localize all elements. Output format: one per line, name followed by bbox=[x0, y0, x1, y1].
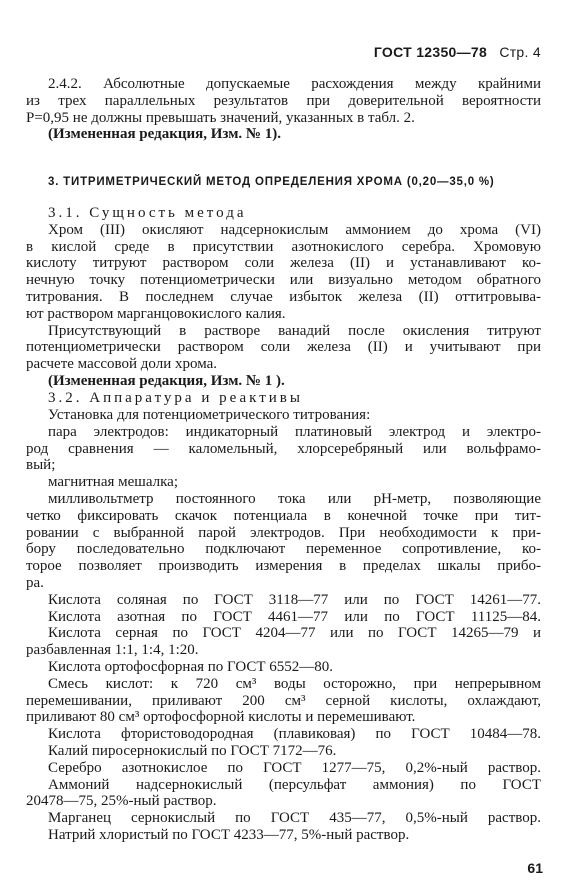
text-line: пара электродов: индикаторный платиновый электрод и электро- bbox=[48, 423, 541, 440]
standard-number: ГОСТ 12350—78 bbox=[373, 44, 488, 60]
text-line: Кислота фтористоводородная (плавиковая) по ГОСТ 10484—78. bbox=[48, 726, 541, 743]
text-line: Кислота серная по ГОСТ 4204—77 или по ГОСТ 14265—79 и bbox=[48, 625, 541, 642]
page-number: 61 bbox=[527, 860, 543, 876]
text-line: Установка для потенциометрического титрования: bbox=[48, 407, 371, 423]
text-line: торое позволяет производить измерения в пределах шкалы прибо- bbox=[26, 558, 541, 575]
text-line: род сравнения — каломельный, хлорсеребряный или вольфрамо- bbox=[26, 440, 541, 457]
text-line: приливают 80 см³ ортофосфорной кислоты и перемешивают. bbox=[26, 709, 416, 726]
text-line: Серебро азотнокислое по ГОСТ 1277—75, 0,2%-ный раствор. bbox=[48, 759, 541, 776]
text-line: Кислота ортофосфорная по ГОСТ 6552—80. bbox=[48, 658, 334, 675]
page-label: Стр. 4 bbox=[499, 44, 541, 60]
text-line: Присутствующий в растворе ванадий после окисления титруют bbox=[48, 322, 541, 339]
text-line: потенциометрически раствором соли железа (II) и учитывают при bbox=[26, 339, 541, 356]
text-line: Кислота азотная по ГОСТ 4461—77 или по ГОСТ 11125—84. bbox=[48, 608, 541, 625]
section-title: 3. ТИТРИМЕТРИЧЕСКИЙ МЕТОД ОПРЕДЕЛЕНИЯ ХРОМА (0,20—35,0 %) bbox=[48, 176, 495, 188]
text-line: P=0,95 не должны превышать значений, указанных в табл. 2. bbox=[26, 109, 415, 126]
text-line: магнитная мешалка; bbox=[48, 474, 179, 491]
text-line: Марганец сернокислый по ГОСТ 435—77, 0,5%-ный раствор. bbox=[48, 810, 541, 827]
text-line: бору последовательно подключают переменное сопротивление, ко- bbox=[26, 541, 541, 558]
subsection-heading bbox=[26, 390, 541, 407]
text-line: милливольтметр постоянного тока или рН-метр, позволяющие bbox=[48, 490, 541, 507]
text-line: Калий пиросернокислый по ГОСТ 7172—76. bbox=[48, 742, 337, 759]
paragraph-2-4-2 bbox=[26, 76, 541, 143]
text-line: в кислой среде в присутствии азотнокислого серебра. Хромовую bbox=[26, 238, 541, 255]
text-line: ровании с выбранной парой электродов. При необходимости к при- bbox=[26, 524, 541, 541]
text-line: расчете массовой доли хрома. bbox=[26, 356, 218, 373]
text-line: 20478—75, 25%-ный раствор. bbox=[26, 793, 217, 810]
subsection-3-1-title: 3.1. Сущность метода bbox=[48, 205, 247, 221]
text-line: нечную точку потенциометрически или визуально методом обратного bbox=[26, 272, 541, 289]
text-line: ра. bbox=[26, 574, 44, 591]
text-line: титрования. В последнем случае избыток железа (II) оттитровыва- bbox=[26, 288, 541, 305]
text-line: кислоту титруют раствором соли железа (II) и устанавливают ко- bbox=[26, 255, 541, 272]
edit-note: (Измененная редакция, Изм. № 1 ). bbox=[48, 372, 285, 389]
text-line: разбавленная 1:1, 1:4, 1:20. bbox=[26, 642, 199, 659]
text-line: из трех параллельных результатов при доверительной вероятности bbox=[26, 92, 541, 109]
section-3-1 bbox=[26, 205, 541, 407]
text-line: ют раствором марганцовокислого калия. bbox=[26, 305, 286, 322]
text-line: Кислота соляная по ГОСТ 3118—77 или по ГОСТ 14261—77. bbox=[48, 591, 541, 608]
text-line: вый; bbox=[26, 457, 56, 474]
text-line: перемешивании, приливают 200 см³ серной кислоты, охлаждают, bbox=[26, 692, 541, 709]
text-line: 2.4.2. Абсолютные допускаемые расхождения между крайними bbox=[48, 76, 541, 92]
subsection-heading bbox=[26, 205, 541, 222]
section-3-2-list bbox=[26, 407, 541, 844]
text-line: Смесь кислот: к 720 см³ воды осторожно, при непрерывном bbox=[48, 675, 541, 692]
page-header bbox=[374, 44, 541, 61]
subsection-3-2-title: 3.2. Аппаратура и реактивы bbox=[48, 389, 303, 406]
text-line: Аммоний надсернокислый (персульфат аммония) по ГОСТ bbox=[48, 776, 541, 793]
text-line: четко фиксировать скачок потенциала в конечной точке при тит- bbox=[26, 507, 541, 524]
text-line: Натрий хлористый по ГОСТ 4233—77, 5%-ный раствор. bbox=[48, 826, 410, 843]
text-line: Хром (III) окисляют надсернокислым аммонием до хрома (VI) bbox=[48, 221, 541, 238]
edit-note: (Измененная редакция, Изм. № 1). bbox=[48, 126, 282, 143]
